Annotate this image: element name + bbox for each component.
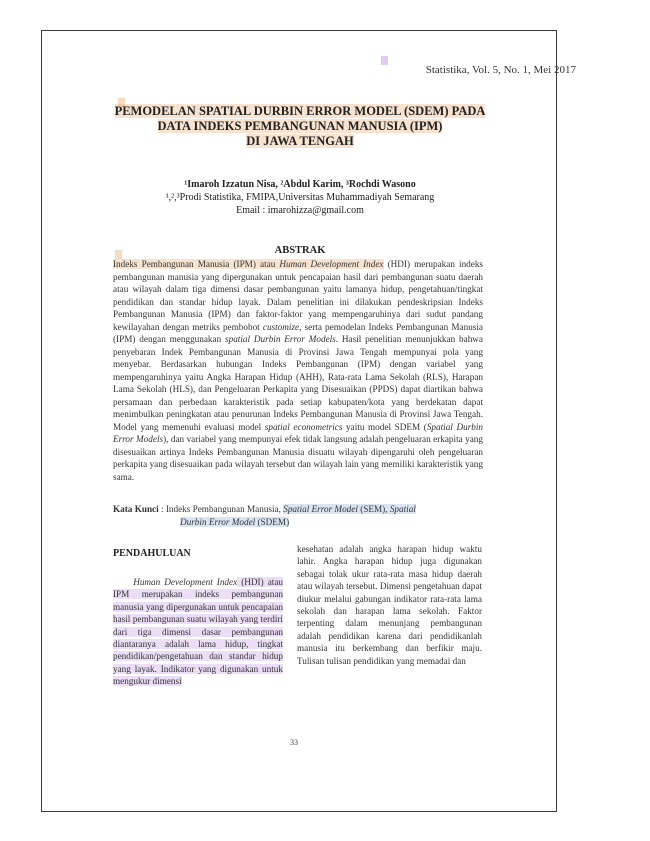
email: Email : imarohizza@gmail.com bbox=[236, 205, 364, 216]
abstract-text: Indeks Pembangunan Manusia (IPM) atau Human Development Index (HDI) merupakan indeks pembangunan manusia yang dipergunakan untuk pencapaian hasil dari pembangunan suatu daerah atau wilayah dalam tiga dimensi dasar pembangunan yaitu lamanya hidup, pengetahuan/tingkat pendidikan dan standar hidup layak. Dalam penelitian ini dilakukan pendeskripsian Indeks Pembangunan Manusia (IPM) dan faktor-faktor yang mempengaruhinya dari sudut pandang kewilayahan dengan metriks pembobot customize, serta pemodelan Indeks Pembangunan Manusia (IPM) dengan menggunakan spatial Durbin Error Models. Hasil penelitian menunjukkan bahwa penyebaran Indek Pembangunan Manusia di Provinsi Jawa Tengah mempunyai pola yang menyebar. Berdasarkan hubungan Indeks Pembangunan (IPM) dengan variabel yang mempengaruhinya yaitu Angka Harapan Hidup (AHH), Rata-rata Lama Sekolah (RLS), Harapan Lama Sekolah (HLS), dan Pengeluaran Perkapita yang Disesuaikan (PPDS) dapat diartikan bahwa persamaan dan perbedaan karakteristik pada setiap kabupaten/kota yang berdekatan dapat menimbulkan peningkatan atau penurunan Indeks Pembangunan Manusia di Provinsi Jawa Tengah. Model yang memenuhi evaluasi model spatial econometrics yaitu model SDEM (Spatial Durbin Error Models), dan variabel yang mempunyai efek tidak langsung adalah pengeluaran erkapita yang disesuaikan artinya Indeks Pembangunan Manusia disuatu wilayah dipengaruhi oleh pengeluaran perkapita yang disesuaikan pada wilayah tersebut dan wilayah lain yang memiliki karakteristik yang sama. bbox=[113, 259, 484, 482]
keywords: Kata Kunci : Indeks Pembangunan Manusia, Spatial Error Model (SEM), Spatial Durbin Error Model (SDEM) bbox=[113, 504, 416, 527]
keywords-label: Kata Kunci bbox=[113, 504, 159, 514]
title-line-2: DATA INDEKS PEMBANGUNAN MANUSIA (IPM) bbox=[157, 119, 443, 133]
section-title: PENDAHULUAN bbox=[113, 548, 191, 559]
intro-left-column: Human Development Index (HDI) atau IPM merupakan indeks pembangunan manusia yang dipergunakan untuk pencapaian hasil pembangunan suatu wilayah yang terdiri dari tiga dimensi dasar pembangunan diantaranya adalah lama hidup, tingkat pendidikan/pengetahuan dan standar hidup yang layak. Indikator yang digunakan untuk mengukur dimensi bbox=[113, 577, 284, 687]
journal-header: Statistika, Vol. 5, No. 1, Mei 2017 bbox=[425, 64, 576, 76]
title-line-1: PEMODELAN SPATIAL DURBIN ERROR MODEL (SDEM) PADA bbox=[114, 104, 486, 118]
page-number: 33 bbox=[290, 738, 298, 747]
title-line-3: DI JAWA TENGAH bbox=[246, 134, 354, 148]
author-names: ¹Imaroh Izzatun Nisa, ²Abdul Karim, ³Rochdi Wasono bbox=[184, 179, 416, 190]
affiliation: ¹,²,³Prodi Statistika, FMIPA,Universitas Muhammadiyah Semarang bbox=[165, 192, 435, 203]
author-block bbox=[110, 178, 490, 217]
annotation-marker bbox=[381, 56, 388, 65]
paper-title bbox=[110, 104, 490, 149]
intro-right-column: kesehatan adalah angka harapan hidup waktu lahir. Angka harapan hidup juga digunakan sebagai tolak ukur rata-rata masa hidup daerah atau wilayah tersebut. Dimensi pengetahuan dapat diukur melalui gabungan indikator rata-rata lama sekolah dan harapan lama sekolah. Faktor terpenting dalam menunjang pembangunan adalah pendidikan karena dari pendidikanlah manusia itu berkembang dan berfikir maju. Tulisan tulisan pendidikan yang memadai dan bbox=[297, 544, 482, 666]
abstract-title: ABSTRAK bbox=[274, 245, 326, 256]
